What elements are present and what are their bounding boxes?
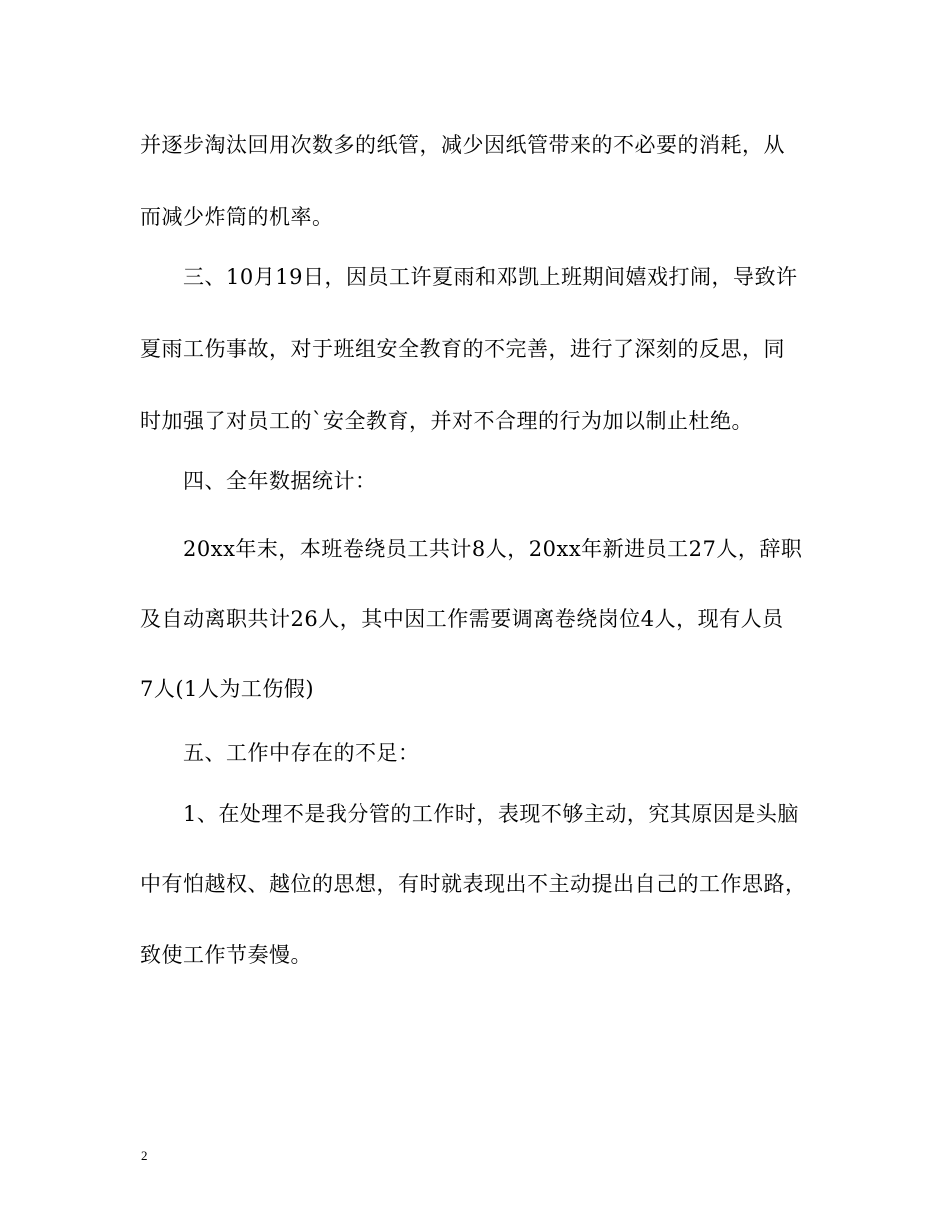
shortcoming-item-line-3: 致使工作节奏慢。 <box>140 943 312 967</box>
section-three-line-1: 三、10月19日，因员工许夏雨和邓凯上班期间嬉戏打闹，导致许 <box>183 265 798 289</box>
statistics-line-2: 及自动离职共计26人，其中因工作需要调离卷绕岗位4人，现有人员 <box>140 607 784 631</box>
statistics-line-1: 20xx年末，本班卷绕员工共计8人，20xx年新进员工27人，辞职 <box>183 537 803 561</box>
section-five-heading: 五、工作中存在的不足： <box>183 741 420 765</box>
text-line-2: 而减少炸筒的机率。 <box>140 205 334 229</box>
section-three-line-2: 夏雨工伤事故，对于班组安全教育的不完善，进行了深刻的反思，同 <box>140 337 785 361</box>
shortcoming-item-line-2: 中有怕越权、越位的思想，有时就表现出不主动提出自己的工作思路， <box>140 872 807 896</box>
page-number: 2 <box>141 1148 148 1163</box>
text-line-1: 并逐步淘汰回用次数多的纸管，减少因纸管带来的不必要的消耗，从 <box>140 133 785 157</box>
shortcoming-item-line-1: 1、在处理不是我分管的工作时，表现不够主动，究其原因是头脑 <box>183 802 799 826</box>
statistics-line-3: 7人(1人为工伤假) <box>140 677 315 701</box>
section-three-line-3: 时加强了对员工的`安全教育，并对不合理的行为加以制止杜绝。 <box>140 409 753 433</box>
section-four-heading: 四、全年数据统计： <box>183 469 377 493</box>
